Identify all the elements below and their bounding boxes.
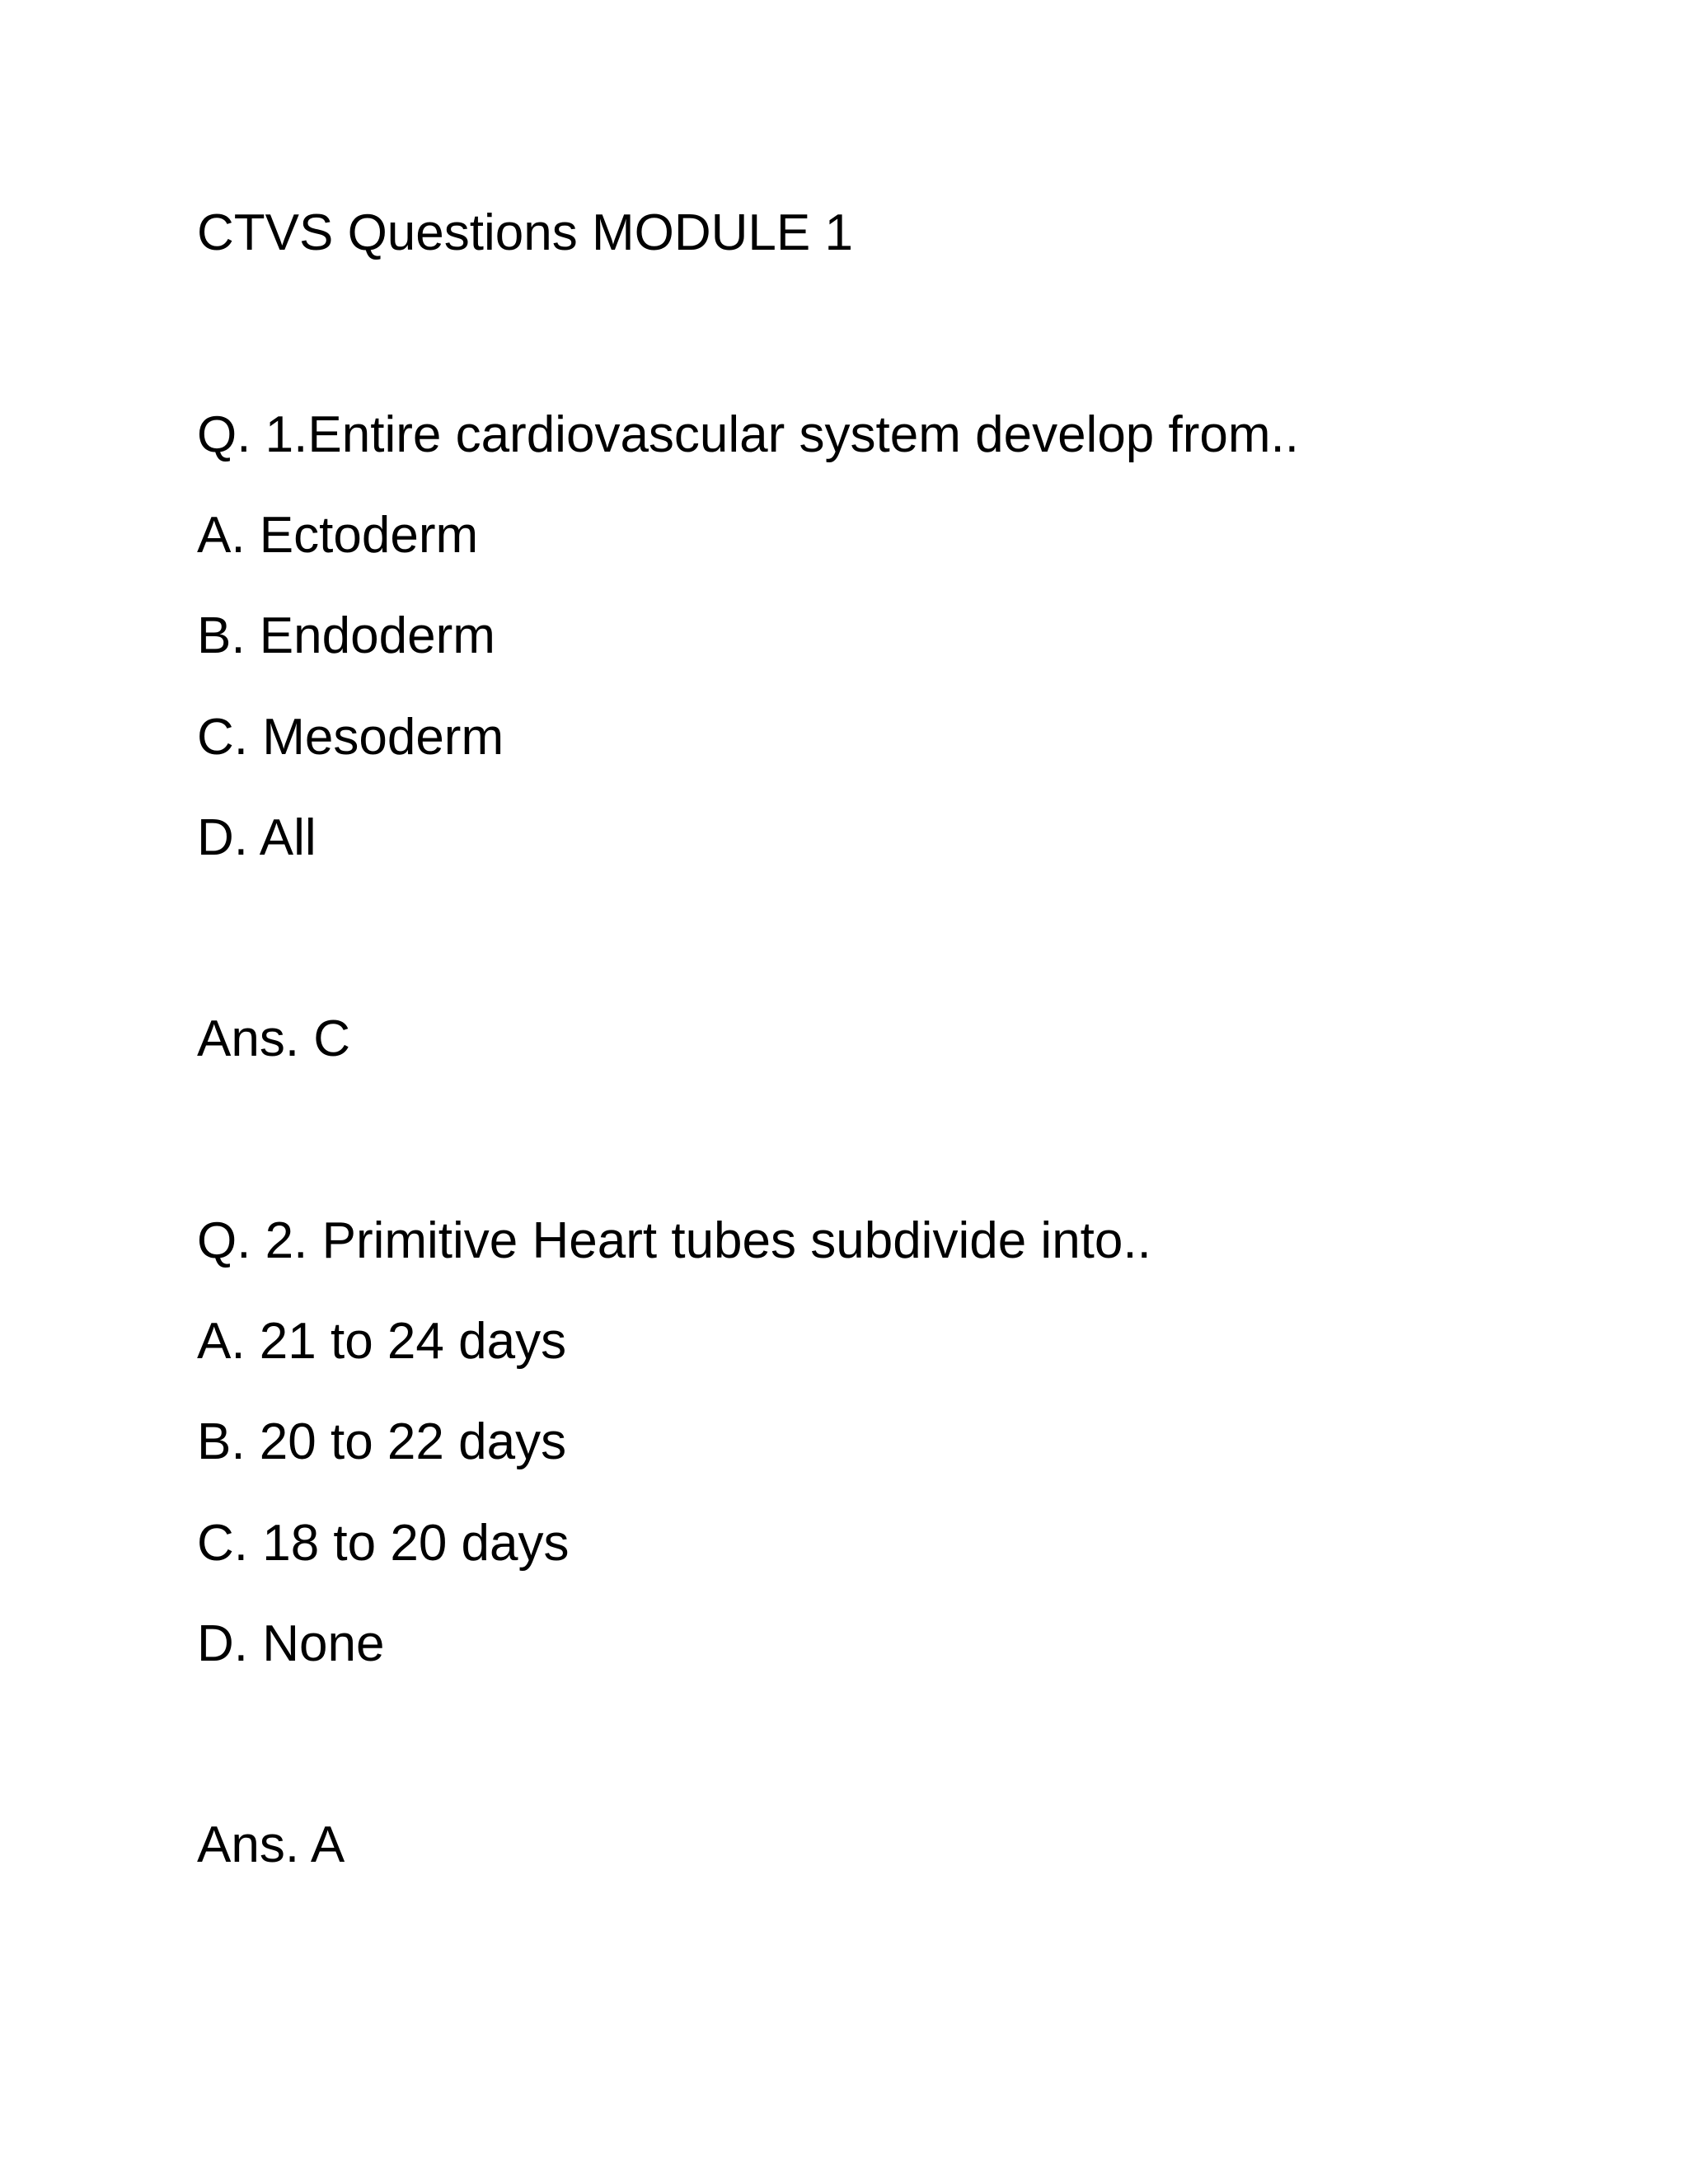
document-title: CTVS Questions MODULE 1	[197, 204, 853, 261]
option-d: D. All	[197, 809, 316, 866]
option-b: B. Endoderm	[197, 607, 495, 664]
option-b: B. 20 to 22 days	[197, 1413, 567, 1470]
answer-text: Ans. A	[197, 1816, 345, 1873]
answer-text: Ans. C	[197, 1010, 351, 1067]
option-a: A. 21 to 24 days	[197, 1313, 567, 1370]
option-c: C. 18 to 20 days	[197, 1515, 570, 1572]
option-c: C. Mesoderm	[197, 709, 504, 766]
question-text: Q. 1.Entire cardiovascular system develop from..	[197, 406, 1299, 463]
option-a: A. Ectoderm	[197, 507, 479, 564]
option-d: D. None	[197, 1615, 385, 1672]
question-text: Q. 2. Primitive Heart tubes subdivide into..	[197, 1212, 1151, 1269]
